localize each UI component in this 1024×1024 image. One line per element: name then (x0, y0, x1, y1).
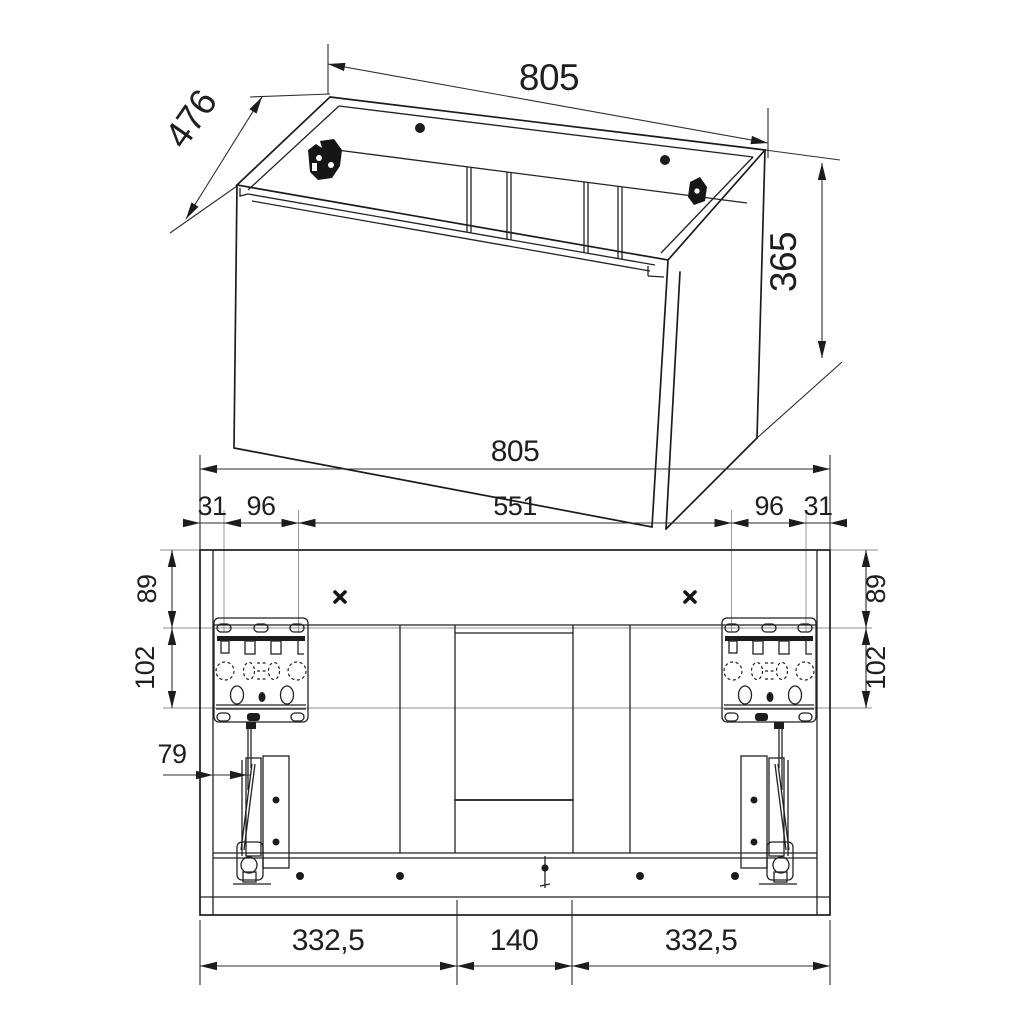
dim-rear-slide-offset (157, 739, 250, 779)
dim-rear-top-offsets (183, 491, 847, 527)
dim-label-right-top: 89 (861, 574, 891, 604)
dim-iso-height (757, 150, 842, 438)
drawer-clip-icon (308, 139, 342, 180)
bottom-hole (296, 872, 304, 880)
dim-label-slide-offset: 79 (157, 739, 187, 769)
wall-bracket-right (722, 618, 816, 722)
screw-cross-icon (335, 592, 345, 602)
drawer-clip-icon-right (688, 177, 707, 205)
drawer-slide-left (233, 722, 289, 884)
dim-label-iso-width: 805 (518, 57, 580, 98)
back-panel-hole (660, 155, 670, 165)
dim-label-left-bracket: 102 (130, 646, 160, 690)
dim-label-bottom-right: 332,5 (664, 924, 738, 957)
dim-label-bottom-left: 332,5 (291, 924, 365, 957)
dim-rear-bottom (200, 900, 830, 985)
dim-label-right-bracket: 102 (861, 646, 891, 690)
dim-label-bottom-center: 140 (489, 924, 539, 957)
wall-bracket-left (214, 618, 308, 722)
rear-view (130, 435, 891, 985)
dim-label-right-margin: 31 (803, 491, 833, 521)
screw-cross-icon (685, 592, 695, 602)
dim-label-left-span: 96 (246, 491, 276, 521)
bottom-hole (731, 872, 739, 880)
dim-iso-width (327, 44, 768, 158)
bottom-hole (636, 872, 644, 880)
handle-profile (240, 188, 664, 277)
dim-label-iso-height: 365 (763, 231, 804, 293)
dim-label-left-top: 89 (132, 574, 162, 604)
cabinet-rear-outline (200, 550, 830, 915)
dim-label-right-span: 96 (754, 491, 784, 521)
center-screw-icon (540, 856, 550, 888)
cabinet-top-rim (237, 97, 765, 260)
dim-label-center-span: 551 (493, 491, 537, 521)
dim-label-iso-depth: 476 (156, 82, 225, 156)
back-panel-edge (337, 150, 747, 203)
dim-label-rear-width: 805 (490, 435, 540, 468)
dim-rear-left-vertical (130, 550, 176, 708)
bottom-hole (396, 872, 404, 880)
back-panel-hole (415, 123, 425, 133)
siphon-cutout (400, 625, 630, 853)
dim-label-left-margin: 31 (197, 491, 227, 521)
dim-rear-right-vertical (861, 550, 891, 708)
drawer-slide-right (741, 722, 797, 884)
